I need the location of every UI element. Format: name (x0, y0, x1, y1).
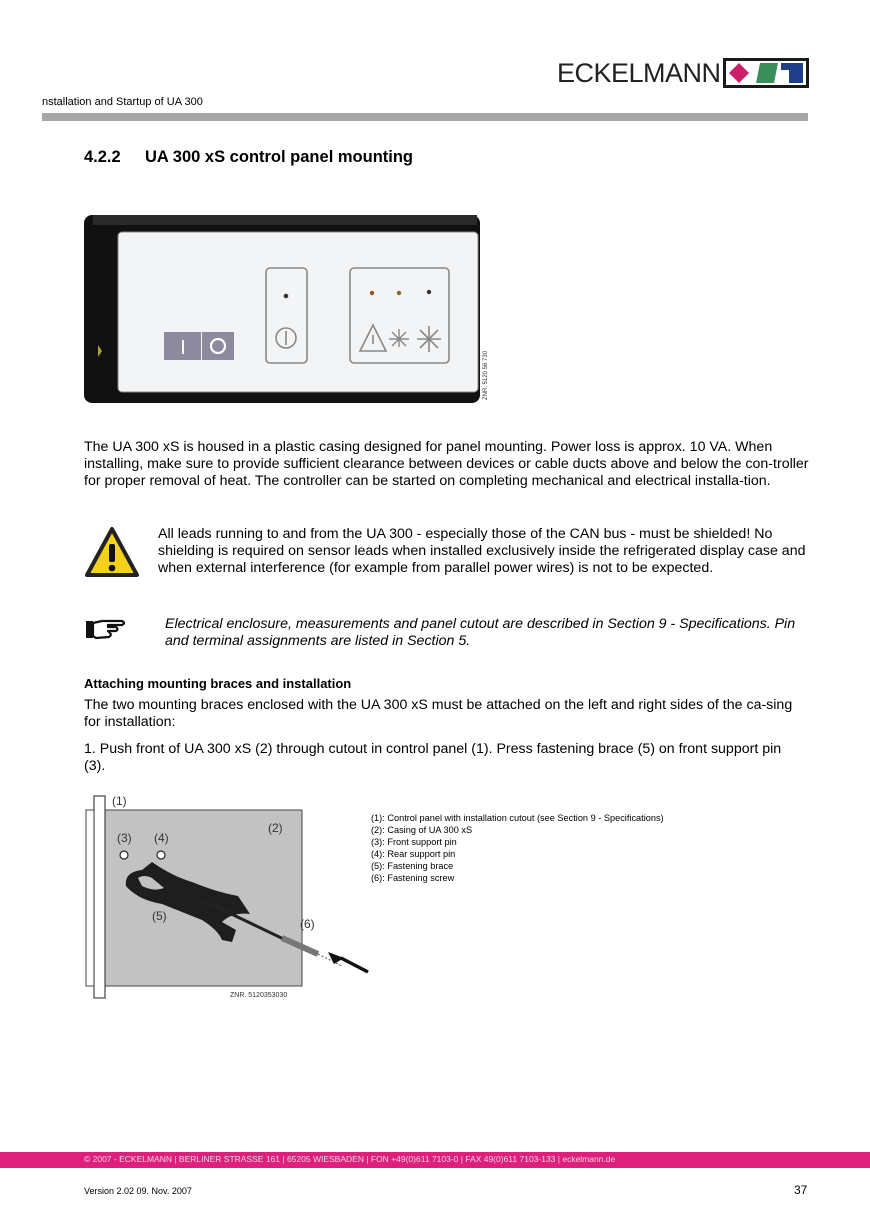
warning-icon (84, 526, 140, 578)
controller-front-image (84, 213, 494, 405)
device-image-znr: ZNR. 5120 56 730 (483, 350, 489, 400)
note-text: Electrical enclosure, measurements and panel cutout are described in Section 9 - Specifications. Pin and terminal assignments are listed in Section 5. (165, 616, 796, 649)
label-1: (1) (112, 794, 127, 808)
legend-item: (1): Control panel with installation cutout (see Section 9 - Specifications) (371, 813, 664, 823)
section-number: 4.2.2 (84, 148, 121, 166)
mounting-diagram (82, 792, 374, 1004)
diagram-znr: ZNR. 5120353030 (230, 992, 288, 999)
header-divider (42, 113, 808, 121)
snowflake-icon (417, 326, 441, 352)
label-5: (5) (152, 909, 167, 923)
version-info: Version 2.02 09. Nov. 2007 (84, 1186, 192, 1196)
on-button-label: I (180, 337, 186, 359)
legend-item: (5): Fastening brace (371, 861, 454, 871)
label-6: (6) (300, 917, 315, 931)
section-title: UA 300 xS control panel mounting (145, 148, 414, 166)
footer-contact: © 2007 - ECKELMANN | BERLINER STRASSE 161 | 65205 WIESBADEN | FON +49(0)611 7103-0 | FAX 49(0)611 7103-133 | eckelmann.de (84, 1154, 616, 1164)
rear-support-pin (157, 851, 165, 859)
label-2: (2) (268, 821, 283, 835)
label-3: (3) (117, 831, 132, 845)
warning-text: All leads running to and from the UA 300 - especially those of the CAN bus - must be shielded! No shielding is required on sensor leads when installed exclusively inside the refrigerated display case and when external interference (for example from parallel power wires) is not to be expected. (158, 526, 806, 576)
subheading-mounting: Attaching mounting braces and installation (84, 676, 352, 691)
step-1-text: 1. Push front of UA 300 xS (2) through cutout in control panel (1). Press fastening brace (5) on front support pin (3). (84, 741, 782, 774)
page-number: 37 (794, 1183, 808, 1197)
diagram-legend (371, 812, 664, 884)
braces-paragraph: The two mounting braces enclosed with the UA 300 xS must be attached on the left and right sides of the ca-sing for installation: (84, 697, 793, 730)
front-support-pin (120, 851, 128, 859)
footer-bar (0, 1152, 870, 1168)
pointing-hand-icon (84, 617, 128, 641)
document-header-title: nstallation and Startup of UA 300 (42, 96, 203, 108)
intro-paragraph: The UA 300 xS is housed in a plastic casing designed for panel mounting. Power loss is approx. 10 VA. When installing, make sure to provide sufficient clearance between devices or cable ducts above and below the con-troller for proper removal of heat. The controller can be started on completing mechanical and electrical installa-tion. (84, 439, 809, 489)
brand-logo-text: ECKELMANN (557, 58, 721, 88)
legend-item: (6): Fastening screw (371, 873, 455, 883)
legend-item: (2): Casing of UA 300 xS (371, 825, 473, 835)
legend-item: (3): Front support pin (371, 837, 457, 847)
brand-logo-icon (723, 58, 809, 88)
legend-item: (4): Rear support pin (371, 849, 456, 859)
label-4: (4) (154, 831, 169, 845)
